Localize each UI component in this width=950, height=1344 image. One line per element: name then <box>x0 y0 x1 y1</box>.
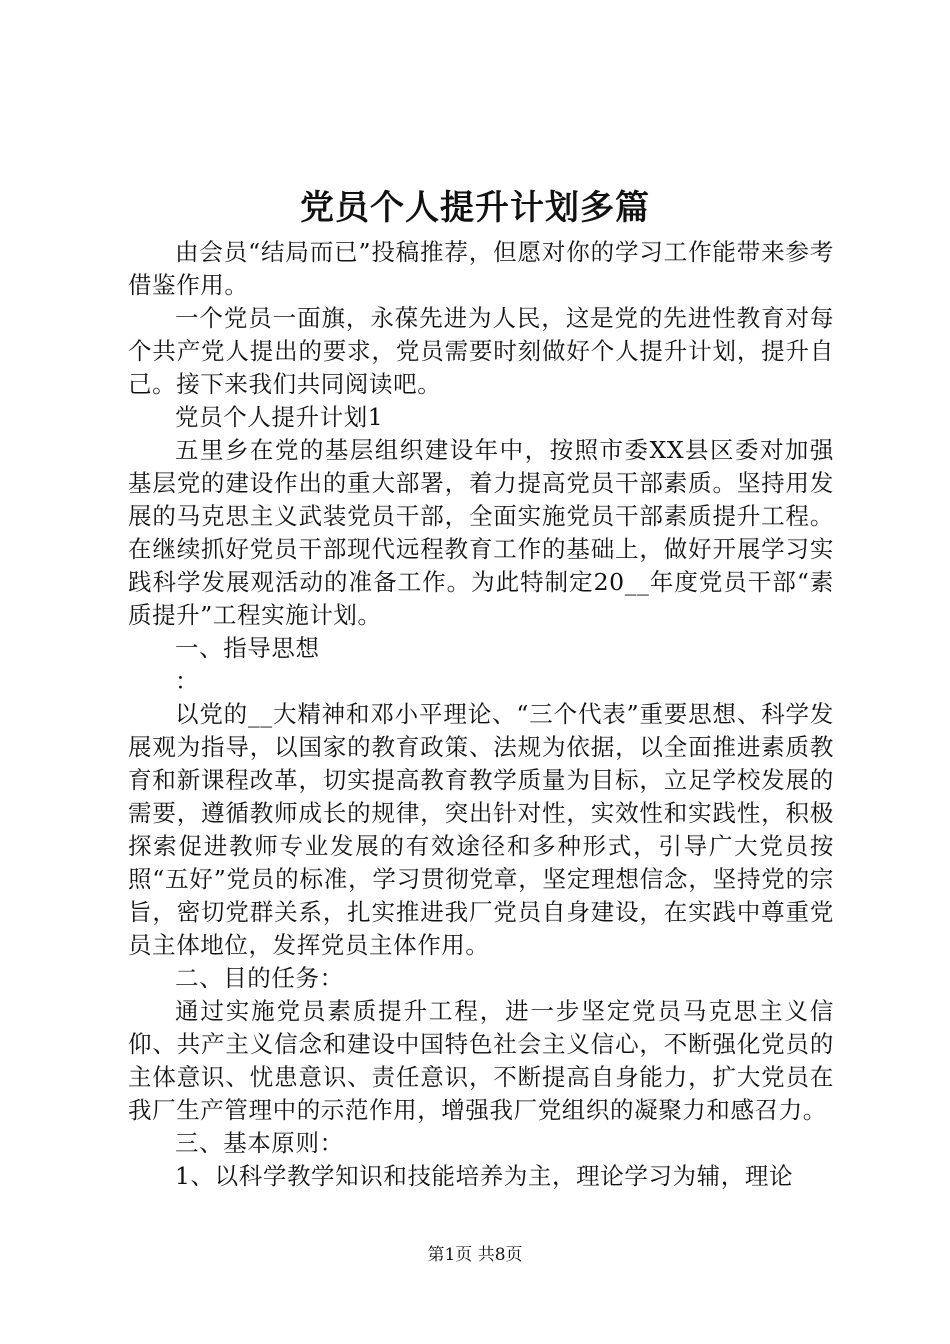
document-title: 党员个人提升计划多篇 <box>300 188 650 228</box>
paragraph-plan-1: 五里乡在党的基层组织建设年中，按照市委XX县区委对加强基层党的建设作出的重大部署，着力提高党员干部素质。坚持用发展的马克思主义武装党员干部，全面实施党员干部素质提升工程。在继续抓好党员干部现代远程教育工作的基础上，做好开展学习实践科学发展观活动的准备工作。为此特制定20__年度党员干部“素质提升”工程实施计划。 <box>128 436 834 629</box>
page-footer: 第1页 共8页 <box>427 1245 523 1265</box>
paragraph-preface: 一个党员一面旗，永葆先进为人民，这是党的先进性教育对每个共产党人提出的要求，党员需要时刻做好个人提升计划，提升自己。接下来我们共同阅读吧。 <box>128 304 834 398</box>
paragraph-objectives: 通过实施党员素质提升工程，进一步坚定党员马克思主义信仰、共产主义信念和建设中国特色社会主义信心，不断强化党员的主体意识、忧患意识、责任意识，不断提高自身能力，扩大党员在我厂生产管理中的示范作用，增强我厂党组织的凝聚力和感召力。 <box>128 997 834 1124</box>
section-heading-objectives: 二、目的任务： <box>175 964 344 992</box>
paragraph-principle-1: 1、以科学教学知识和技能培养为主，理论学习为辅，理论 <box>175 1162 794 1190</box>
section-heading-principles: 三、基本原则： <box>175 1129 344 1157</box>
paragraph-guiding-thought: 以党的__大精神和邓小平理论、“三个代表”重要思想、科学发展观为指导，以国家的教育政策、法规为依据，以全面推进素质教育和新课程改革，切实提高教育教学质量为目标，立足学校发展的需要，遵循教师成长的规律，突出针对性，实效性和实践性，积极探索促进教师专业发展的有效途径和多种形式，引导广大党员按照“五好”党员的标准，学习贯彻党章，坚定理想信念，坚持党的宗旨，密切党群关系，扎实推进我厂党员自身建设，在实践中尊重党员主体地位，发挥党员主体作用。 <box>128 700 834 959</box>
section-heading-guiding-thought: 一、指导思想 <box>175 634 320 662</box>
colon-line: ： <box>175 667 199 695</box>
paragraph-intro: 由会员“结局而已”投稿推荐，但愿对你的学习工作能带来参考借鉴作用。 <box>128 238 834 299</box>
section-heading-plan-1: 党员个人提升计划1 <box>175 403 384 431</box>
document-body <box>128 236 834 1193</box>
